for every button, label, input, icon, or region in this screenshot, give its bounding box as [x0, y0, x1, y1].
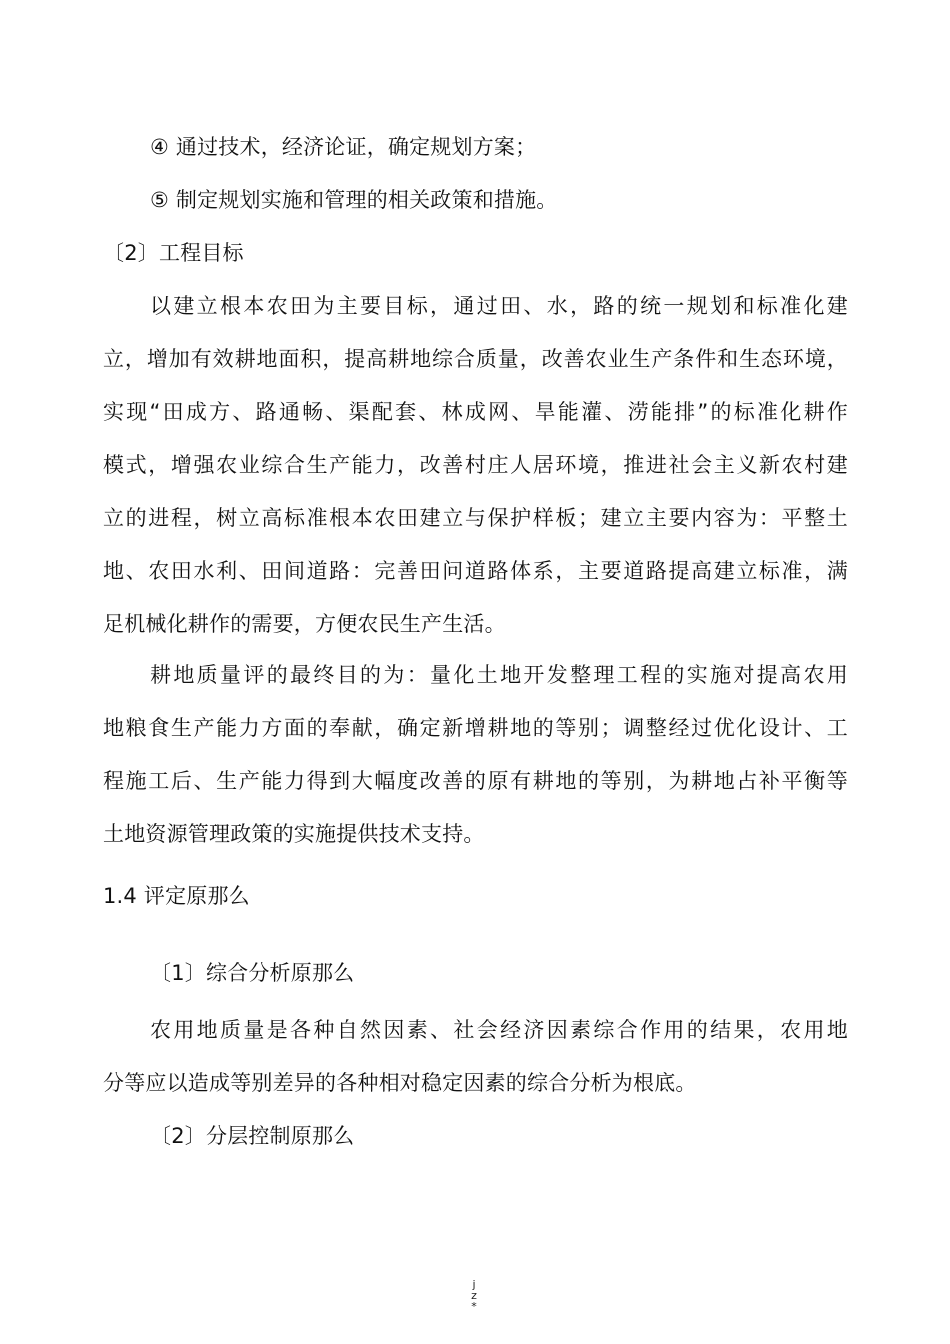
subheading-layered-control: 〔2〕分层控制原那么 — [150, 1124, 355, 1148]
page-footer-mark — [466, 1279, 482, 1312]
paragraph-line: 耕地质量评的最终目的为：量化土地开发整理工程的实施对提高农用 — [150, 663, 848, 687]
footer-char: * — [471, 1300, 477, 1313]
section-heading-project-goal: 〔2〕工程目标 — [103, 241, 244, 265]
section-heading-1-4: 1.4 评定原那么 — [103, 884, 250, 908]
paragraph-line: 以建立根本农田为主要目标，通过田、水，路的统一规划和标准化建 — [150, 294, 848, 318]
list-item-4: ④ 通过技术，经济论证，确定规划方案； — [150, 135, 537, 159]
paragraph-line: 足机械化耕作的需要，方便农民生产生活。 — [103, 612, 506, 636]
subheading-comprehensive-analysis: 〔1〕综合分析原那么 — [150, 961, 355, 985]
paragraph-line: 地粮食生产能力方面的奉献，确定新增耕地的等别；调整经过优化设计、工 — [103, 716, 848, 740]
paragraph-line: 程施工后、生产能力得到大幅度改善的原有耕地的等别，为耕地占补平衡等 — [103, 769, 848, 793]
paragraph-line: 模式，增强农业综合生产能力，改善村庄人居环境，推进社会主义新农村建 — [103, 453, 848, 477]
paragraph-line: 土地资源管理政策的实施提供技术支持。 — [103, 822, 485, 846]
paragraph-line: 农用地质量是各种自然因素、社会经济因素综合作用的结果，农用地 — [150, 1018, 848, 1042]
paragraph-line: 分等应以造成等别差异的各种相对稳定因素的综合分析为根底。 — [103, 1071, 697, 1095]
footer-char: j — [472, 1278, 476, 1291]
paragraph-line: 地、农田水利、田间道路：完善田问道路体系，主要道路提高建立标准，满 — [103, 559, 848, 583]
list-item-5: ⑤ 制定规划实施和管理的相关政策和措施。 — [150, 188, 558, 212]
paragraph-line: 立，增加有效耕地面积，提高耕地综合质量，改善农业生产条件和生态环境， — [103, 347, 848, 371]
paragraph-line: 立的进程，树立高标准根本农田建立与保护样板；建立主要内容为：平整土 — [103, 506, 848, 530]
paragraph-line: 实现“田成方、路通畅、渠配套、林成网、旱能灌、涝能排”的标准化耕作 — [103, 400, 848, 424]
footer-char: z — [471, 1289, 477, 1302]
